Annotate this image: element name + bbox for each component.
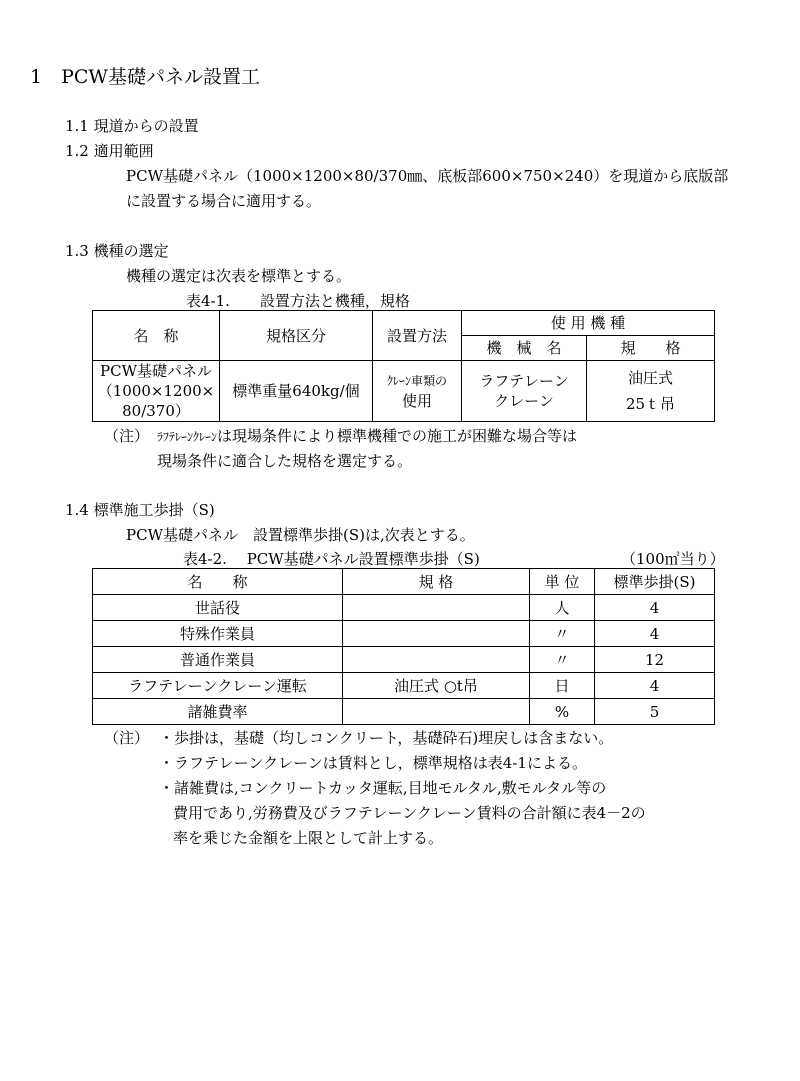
- table2-cell-name: ラフテレーンクレーン運転: [93, 673, 343, 699]
- table1-header-machine: 機 械 名: [462, 336, 587, 361]
- table2-cell-unit: 人: [530, 595, 595, 621]
- note2-line: ・諸雑費は,コンクリートカッタ運転,目地モルタル,敷モルタル等の: [159, 779, 607, 797]
- note1-line1: ﾗﾌﾃﾚｰﾝｸﾚｰﾝは現場条件により標準機種での施工が困難な場合等は: [157, 427, 578, 445]
- table2-cell-spec: [343, 595, 530, 621]
- table1-header-std: 規 格: [587, 336, 715, 361]
- table2-cell-value: 4: [595, 673, 715, 699]
- section-1-2-heading: 1.2 適用範囲: [65, 142, 154, 160]
- table2-cell-value: 4: [595, 595, 715, 621]
- table2-cell-name: 特殊作業員: [93, 621, 343, 647]
- table1-cell-spec: 標準重量640kg/個: [220, 361, 373, 422]
- table2-cell-value: 12: [595, 647, 715, 673]
- table1-cell-method: ｸﾚｰﾝ車類の 使用: [373, 361, 462, 422]
- table1-cell-machine: ラフテレーン クレーン: [462, 361, 587, 422]
- note2-line: 率を乗じた金額を上限として計上する。: [173, 829, 444, 847]
- table-row: [93, 699, 715, 725]
- table2-caption: 表4-2. PCW基礎パネル設置標準歩掛（S): [183, 550, 480, 568]
- table1-header-used: 使 用 機 種: [462, 311, 715, 336]
- table2-cell-value: 5: [595, 699, 715, 725]
- section-1-3-body: 機種の選定は次表を標準とする。: [126, 267, 352, 285]
- page-title: 1 PCW基礎パネル設置工: [30, 66, 260, 88]
- table1-cell-std: 油圧式 25ｔ吊: [587, 361, 715, 422]
- table2-cell-unit: 日: [530, 673, 595, 699]
- section-1-2-body-line1: PCW基礎パネル（1000×1200×80/370㎜、底板部600×750×240）を現道から底版部: [126, 167, 729, 185]
- section-1-4-body: PCW基礎パネル 設置標準歩掛(S)は,次表とする。: [126, 526, 475, 544]
- table-row: [93, 673, 715, 699]
- table2-cell-spec: [343, 621, 530, 647]
- table2-cell-value: 4: [595, 621, 715, 647]
- note2-line: ・ラフテレーンクレーンは賃料とし，標準規格は表4-1による。: [159, 754, 587, 772]
- table1-header-spec: 規格区分: [220, 311, 373, 361]
- table2-header-spec: 規 格: [343, 569, 530, 595]
- note2-line: ・歩掛は，基礎（均しコンクリート，基礎砕石)埋戻しは含まない。: [159, 729, 614, 747]
- table1-header-method: 設置方法: [373, 311, 462, 361]
- note2-label: （注）: [104, 729, 150, 747]
- table2-header-name: 名 称: [93, 569, 343, 595]
- table2: [92, 568, 715, 725]
- table2-cell-spec: [343, 699, 530, 725]
- table1-cell-name: PCW基礎パネル （1000×1200× 80/370）: [93, 361, 220, 422]
- table2-unit-note: （100㎡当り）: [621, 550, 725, 568]
- table2-cell-spec: [343, 647, 530, 673]
- table1-header-name: 名 称: [93, 311, 220, 361]
- table2-header-value: 標準歩掛(S): [595, 569, 715, 595]
- section-1-3-heading: 1.3 機種の選定: [65, 242, 169, 260]
- table-row: [93, 621, 715, 647]
- table2-cell-spec: 油圧式 ○t吊: [343, 673, 530, 699]
- note1-line2: 現場条件に適合した規格を選定する。: [157, 452, 413, 470]
- table2-cell-unit: 〃: [530, 621, 595, 647]
- table2-cell-unit: 〃: [530, 647, 595, 673]
- table2-cell-name: 普通作業員: [93, 647, 343, 673]
- note1-label: （注）: [104, 427, 150, 445]
- section-1-1-heading: 1.1 現道からの設置: [65, 117, 199, 135]
- note2-line: 費用であり,労務費及びラフテレーンクレーン賃料の合計額に表4－2の: [173, 804, 646, 822]
- table1-caption: 表4-1. 設置方法と機種，規格: [186, 292, 410, 310]
- table2-cell-name: 諸雑費率: [93, 699, 343, 725]
- section-1-2-body-line2: に設置する場合に適用する。: [126, 192, 322, 210]
- table1: [92, 310, 715, 422]
- table2-cell-unit: %: [530, 699, 595, 725]
- table2-header-unit: 単 位: [530, 569, 595, 595]
- table2-cell-name: 世話役: [93, 595, 343, 621]
- section-1-4-heading: 1.4 標準施工歩掛（S): [65, 501, 215, 519]
- table-row: [93, 647, 715, 673]
- table-row: [93, 595, 715, 621]
